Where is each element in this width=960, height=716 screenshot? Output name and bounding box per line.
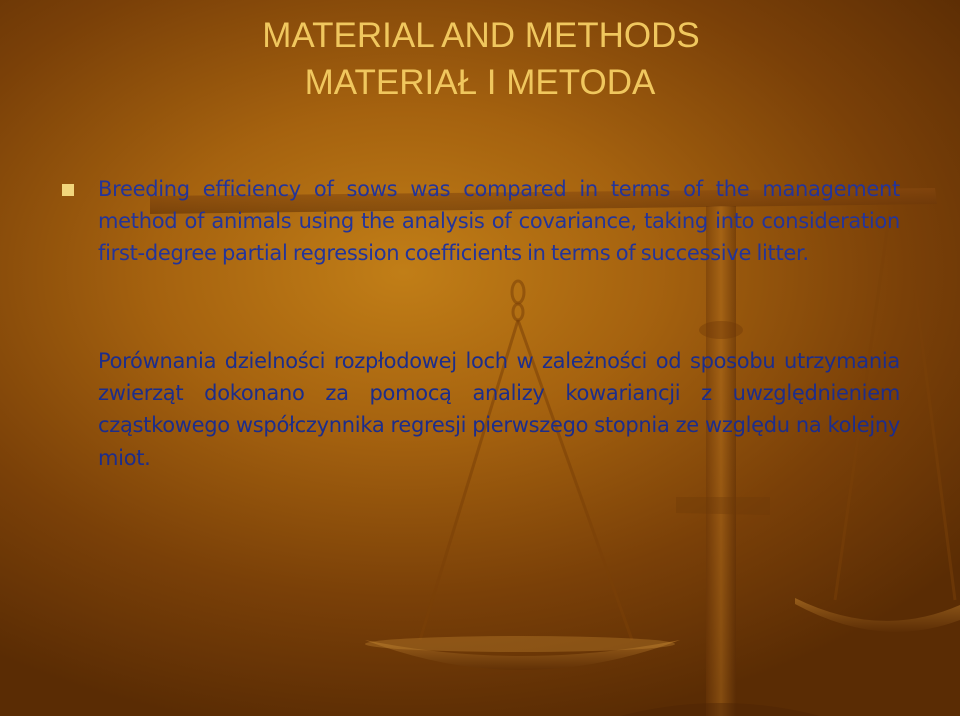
- square-bullet-icon: [62, 184, 74, 196]
- slide-title-polish: MATERIAŁ I METODA: [304, 63, 656, 102]
- slide-title-english: MATERIAL AND METHODS: [262, 16, 700, 55]
- paragraph-polish: Porównania dzielności rozpłodowej loch w zależności od sposobu utrzymania zwierząt dokonano za pomocą analizy kowariancji z uwzględnieniem cząstkowego współczynnika regresji pierwszego stopnia ze względu na kolejny miot.: [98, 349, 900, 470]
- paragraph-english: Breeding efficiency of sows was compared in terms of the management method of animals using the analysis of covariance, taking into consideration first-degree partial regression coefficients in terms of successive litter.: [98, 177, 900, 266]
